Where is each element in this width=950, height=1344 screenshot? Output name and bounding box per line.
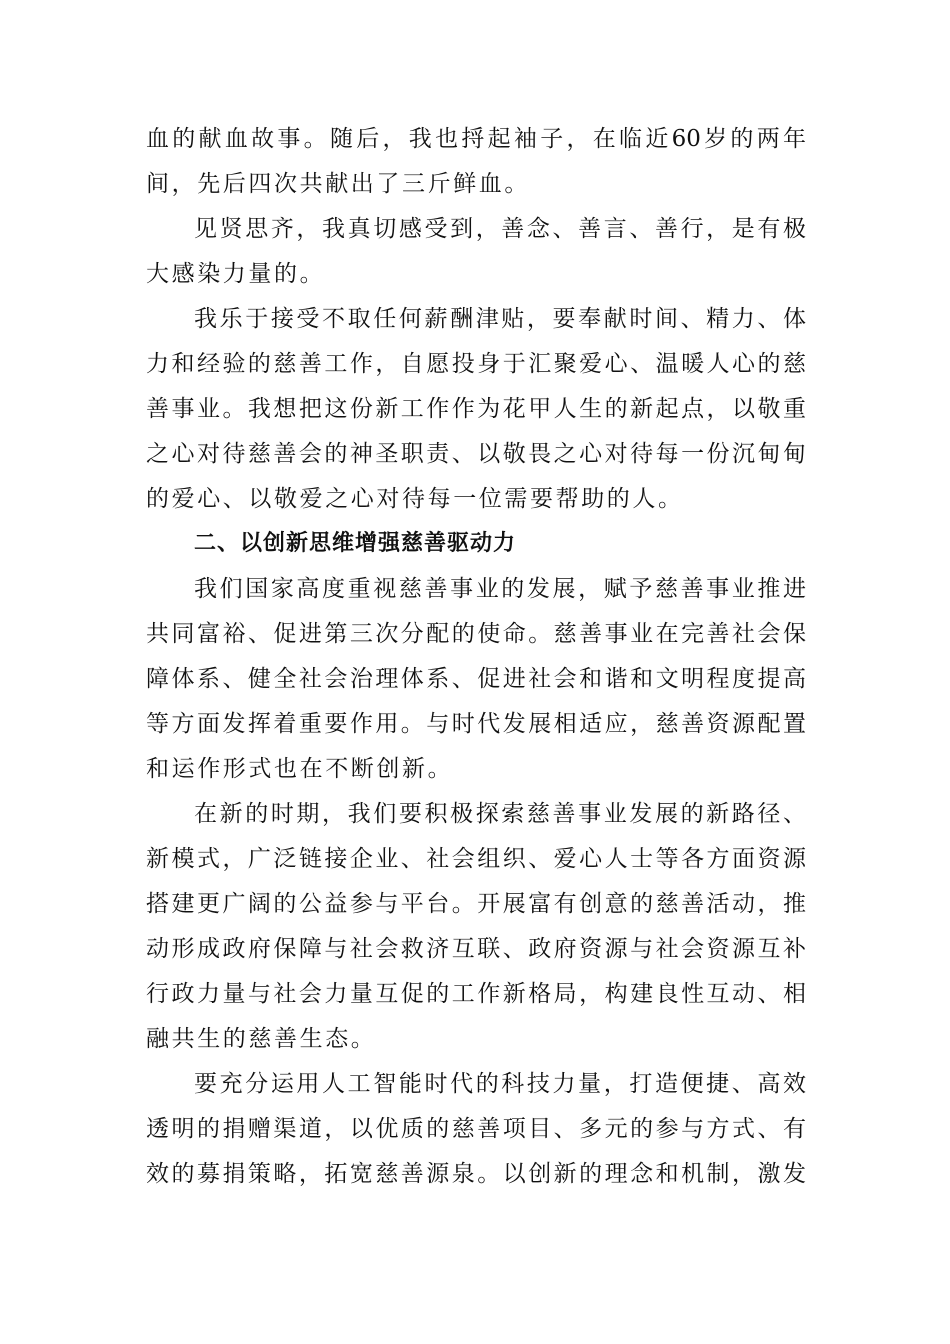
body-line: 大感染力量的。	[146, 261, 326, 287]
body-line: 搭建更广阔的公益参与平台。开展富有创意的慈善活动，推	[146, 891, 806, 917]
body-line: 之心对待慈善会的神圣职责、以敬畏之心对待每一份沉甸甸	[146, 441, 806, 467]
body-line: 的爱心、以敬爱之心对待每一位需要帮助的人。	[146, 486, 684, 512]
body-line: 透明的捐赠渠道，以优质的慈善项目、多元的参与方式、有	[146, 1116, 806, 1142]
body-line: 见贤思齐，我真切感受到，善念、善言、善行，是有极	[194, 216, 806, 242]
body-line: 融共生的慈善生态。	[146, 1026, 377, 1052]
body-line: 新模式，广泛链接企业、社会组织、爱心人士等各方面资源	[146, 846, 806, 872]
body-line: 动形成政府保障与社会救济互联、政府资源与社会资源互补	[146, 936, 806, 962]
body-line: 我们国家高度重视慈善事业的发展，赋予慈善事业推进	[194, 576, 806, 602]
body-line: 行政力量与社会力量互促的工作新格局，构建良性互动、相	[146, 981, 806, 1007]
body-line: 等方面发挥着重要作用。与时代发展相适应，慈善资源配置	[146, 711, 806, 737]
body-line: 共同富裕、促进第三次分配的使命。慈善事业在完善社会保	[146, 621, 806, 647]
body-line: 善事业。我想把这份新工作作为花甲人生的新起点，以敬重	[146, 396, 806, 422]
body-line: 要充分运用人工智能时代的科技力量，打造便捷、高效	[194, 1071, 806, 1097]
body-line: 在新的时期，我们要积极探索慈善事业发展的新路径、	[194, 801, 806, 827]
body-line: 间，先后四次共献出了三斤鲜血。	[146, 171, 530, 197]
body-line: 血的献血故事。随后，我也捋起袖子，在临近60岁的两年	[146, 126, 806, 152]
section-heading: 二、以创新思维增强慈善驱动力	[194, 531, 517, 556]
body-line: 我乐于接受不取任何薪酬津贴，要奉献时间、精力、体	[194, 306, 806, 332]
body-line: 力和经验的慈善工作，自愿投身于汇聚爱心、温暖人心的慈	[146, 351, 806, 377]
body-line: 障体系、健全社会治理体系、促进社会和谐和文明程度提高	[146, 666, 806, 692]
body-line: 和运作形式也在不断创新。	[146, 756, 454, 782]
body-line: 效的募捐策略，拓宽慈善源泉。以创新的理念和机制，激发	[146, 1161, 806, 1187]
